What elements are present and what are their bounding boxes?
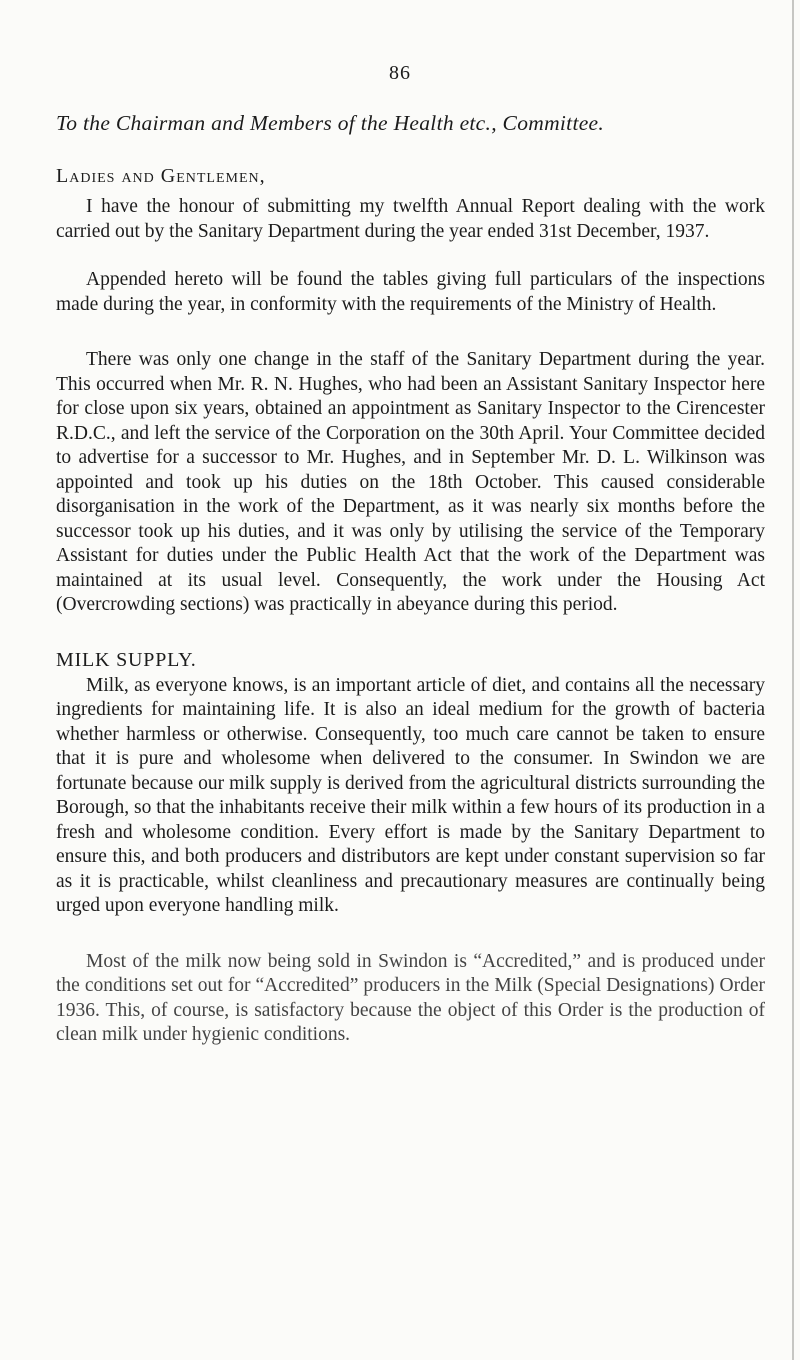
page-edge-line	[792, 0, 794, 1360]
section-title-milk-supply: MILK SUPPLY.	[56, 648, 197, 671]
paragraph-staff-change: There was only one change in the staff of the Sanitary Department during the year. This occurred when Mr. R. N. Hughes, who had been an Assistant Sanitary Inspector here for close upon six years, obtained an appointment as Sanitary Inspector to the Cirencester R.D.C., and left the service of the Corporation on the 30th April. Your Committee decided to advertise for a successor to Mr. Hughes, and in September Mr. D. L. Wilkinson was appointed and took up his duties on the 18th October. This caused considerable disorganisation in the work of the Department, as it was nearly six months before the successor took up his duties, and it was only by utilising the service of the Temporary Assistant for duties under the Public Health Act that the work of the Department was maintained at its usual level. Consequently, the work under the Housing Act (Overcrowding sections) was practically in abeyance during this period.	[56, 349, 765, 615]
paragraph-appended-tables: Appended hereto will be found the tables giving full particulars of the inspections made during the year, in conformity with the requirements of the Ministry of Health.	[56, 269, 765, 315]
salutation: Ladies and Gentlemen,	[56, 165, 266, 187]
page-number: 86	[389, 62, 411, 84]
paragraph-milk-importance: Milk, as everyone knows, is an important article of diet, and contains all the necessary ingredients for maintaining life. It is also an ideal medium for the growth of bacteria whether harmless or otherwise. Consequently, too much care cannot be taken to ensure that it is pure and wholesome when delivered to the consumer. In Swindon we are fortunate because our milk supply is derived from the agricultural districts surrounding the Borough, so that the inhabitants receive their milk within a few hours of its production in a fresh and wholesome condition. Every effort is made by the Sanitary Department to ensure this, and both producers and distributors are kept under constant supervision so far as it is practicable, whilst cleanliness and precautionary measures are continually being urged upon everyone handling milk.	[56, 674, 765, 916]
report-heading: To the Chairman and Members of the Health etc., Committee.	[56, 111, 605, 135]
milk-supply-section	[56, 646, 765, 1048]
paragraph-accredited-milk: Most of the milk now being sold in Swindon is “Accredited,” and is produced under the conditions set out for “Accredited” producers in the Milk (Special Designations) Order 1936. This, of course, is satisfactory because the object of this Order is the production of clean milk under hygienic conditions.	[56, 950, 765, 1045]
report-body	[56, 108, 765, 1048]
paragraph-annual-report: I have the honour of submitting my twelfth Annual Report dealing with the work carried out by the Sanitary Department during the year ended 31st December, 1937.	[56, 196, 765, 242]
